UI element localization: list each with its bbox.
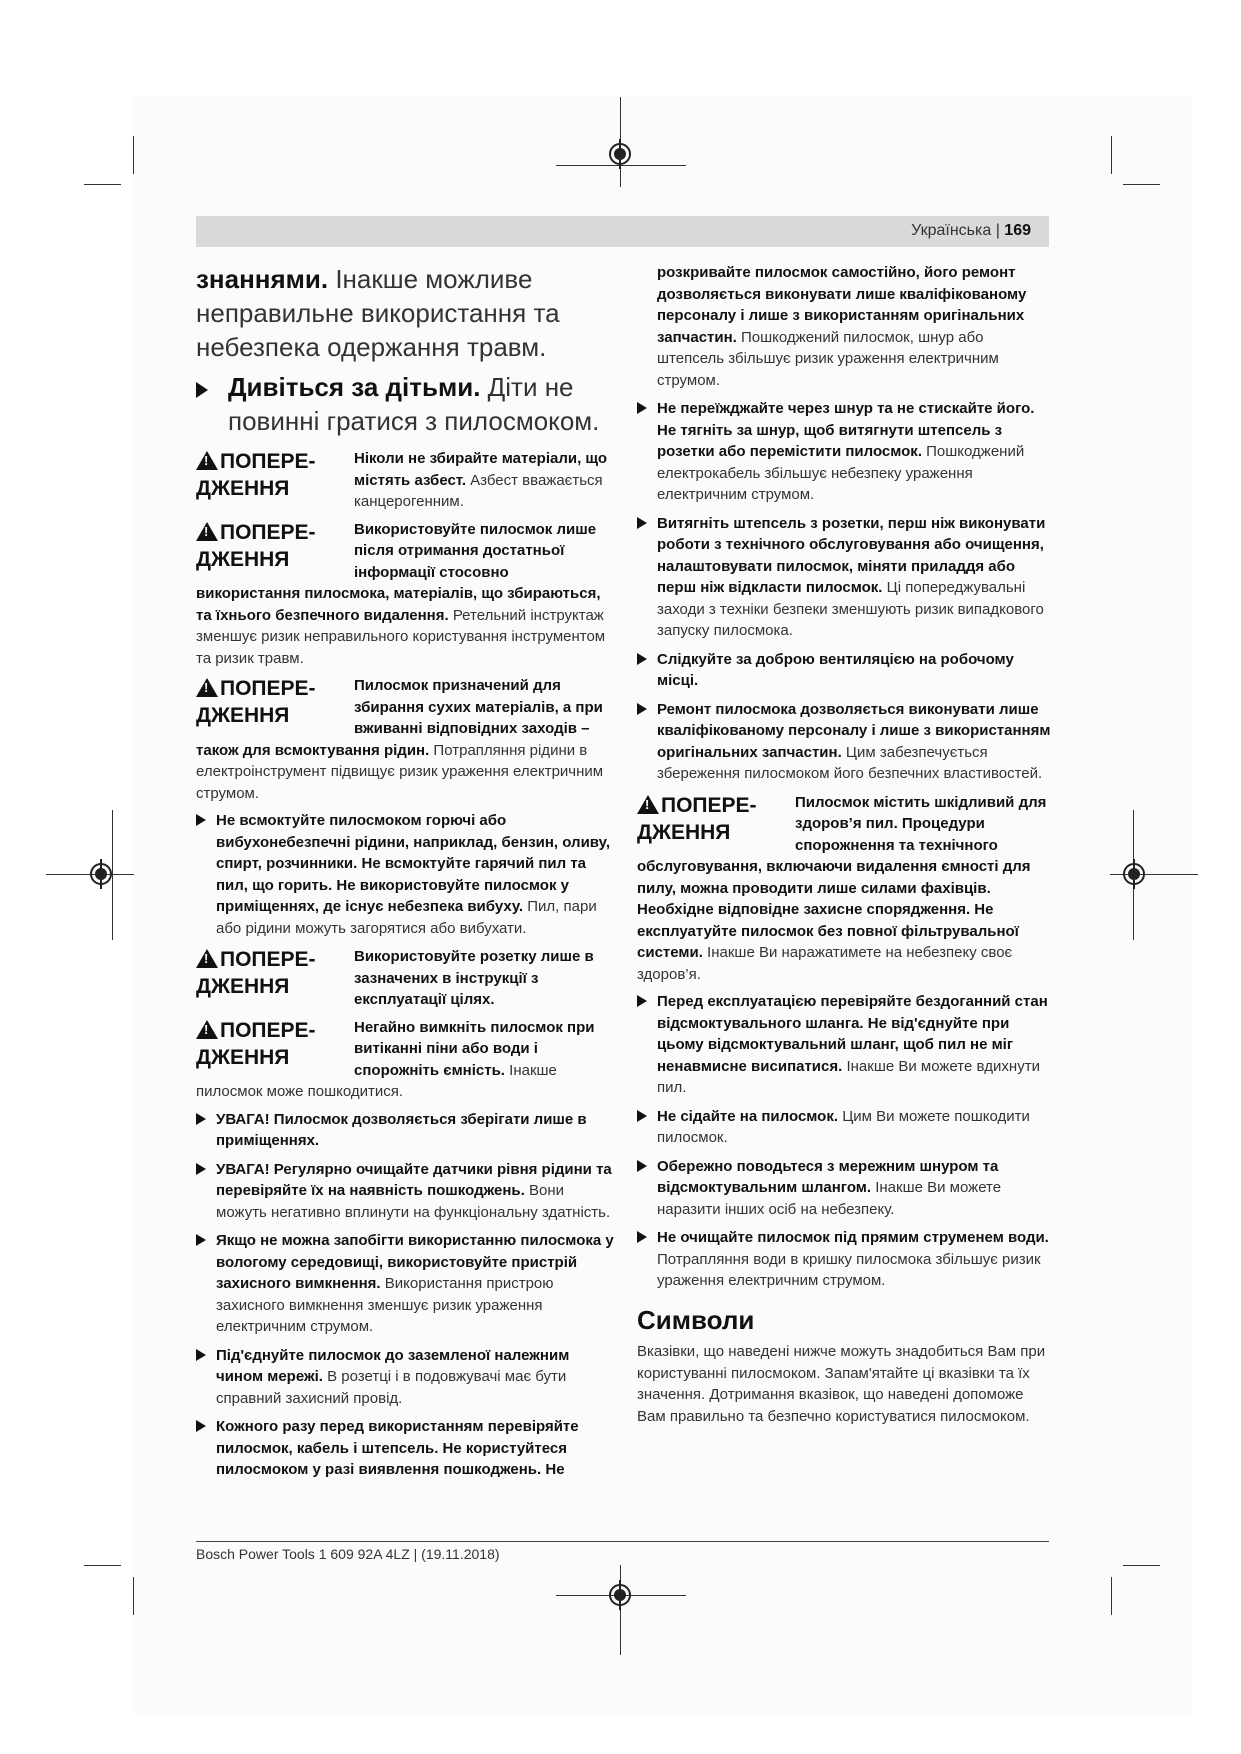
language-label: Українська [911, 222, 992, 239]
header-text [911, 222, 1031, 240]
crop-mark [1111, 136, 1112, 174]
registration-mark-icon [609, 1584, 631, 1606]
arrow-bullet-icon [637, 1160, 647, 1172]
warning-label: !ПОПЕРЕ-ДЖЕННЯ [637, 792, 795, 846]
arrow-bullet-icon [196, 1163, 206, 1175]
left-column [196, 262, 616, 1488]
list-item: Під'єднуйте пилосмок до заземленої належним чином мережі. В розетці і в подовжувачі має бути справний захисний провід. [196, 1345, 616, 1410]
warning-triangle-icon [196, 451, 218, 470]
arrow-bullet-icon [196, 382, 208, 398]
crop-mark [84, 1565, 121, 1566]
right-column [637, 262, 1052, 1427]
page-header [196, 216, 1049, 247]
crop-mark [84, 184, 121, 185]
list-item: Не сідайте на пилосмок. Цим Ви можете пошкодити пилосмок. [637, 1106, 1052, 1149]
warning-label: !ПОПЕРЕ-ДЖЕННЯ [196, 946, 354, 1000]
arrow-bullet-icon [637, 995, 647, 1007]
arrow-bullet-icon [196, 1113, 206, 1125]
arrow-bullet-icon [637, 517, 647, 529]
arrow-bullet-icon [196, 814, 206, 826]
list-item: Дивіться за дітьми. Діти не повинні гратися з пилосмоком. [196, 370, 616, 438]
warning-triangle-icon [196, 522, 218, 541]
arrow-bullet-icon [637, 1231, 647, 1243]
registration-mark-icon [609, 143, 631, 165]
list-item: Перед експлуатацією перевіряйте бездоганний стан відсмоктувального шланга. Не від'єднуйте при цьому відсмоктувальний шланг, щоб пил не міг ненавмисне висипатися. Інакше Ви можете вдихнути пил. [637, 991, 1052, 1099]
warning-block: !ПОПЕРЕ-ДЖЕННЯ Негайно вимкніть пилосмок при витіканні піни або води і спорожніть ємність. Інакше пилосмок може пошкодитися. [196, 1017, 616, 1103]
list-item: УВАГА! Пилосмок дозволяється зберігати лише в приміщеннях. [196, 1109, 616, 1152]
crop-mark [1123, 184, 1160, 185]
arrow-bullet-icon [196, 1234, 206, 1246]
list-item: Якщо не можна запобігти використанню пилосмока у вологому середовищі, використовуйте пристрій захисного вимкнення. Використання пристрою захисного вимкнення зменшує ризик ураження електричним струмом. [196, 1230, 616, 1338]
list-item: Слідкуйте за доброю вентиляцією на робочому місці. [637, 649, 1052, 692]
list-item: Обережно поводьтеся з мережним шнуром та відсмоктувальним шлангом. Інакше Ви можете наразити інших осіб на небезпеку. [637, 1156, 1052, 1221]
list-item: Не очищайте пилосмок під прямим струменем води. Потрапляння води в кришку пилосмока збільшує ризик ураження електричним струмом. [637, 1227, 1052, 1292]
footer-divider [196, 1541, 1049, 1542]
crop-mark [133, 1577, 134, 1615]
warning-block: !ПОПЕРЕ-ДЖЕННЯ Пилосмок призначений для збирання сухих матеріалів, а при вживанні відповідних заходів – також для всмоктування рідин. Потрапляння рідини в електроінструмент підвищує ризик ураження електричним струмом. [196, 675, 616, 804]
arrow-bullet-icon [637, 402, 647, 414]
warning-block: !ПОПЕРЕ-ДЖЕННЯ Використовуйте розетку лише в зазначених в інструкції з експлуатації цілях. [196, 946, 616, 1011]
list-item: Ремонт пилосмока дозволяється виконувати лише кваліфікованому персоналу і лише з використанням оригінальних запчастин. Цим забезпечується збереження пилосмоком його безпечних властивостей. [637, 699, 1052, 785]
arrow-bullet-icon [637, 653, 647, 665]
warning-label: !ПОПЕРЕ-ДЖЕННЯ [196, 675, 354, 729]
warning-block: !ПОПЕРЕ-ДЖЕННЯ Ніколи не збирайте матеріали, що містять азбест. Азбест вважається канцерогенним. [196, 448, 616, 513]
list-item: УВАГА! Регулярно очищайте датчики рівня рідини та перевіряйте їх на наявність пошкоджень. Вони можуть негативно вплинути на функціональну здатність. [196, 1159, 616, 1224]
arrow-bullet-icon [637, 703, 647, 715]
registration-mark-icon [1123, 863, 1145, 885]
warning-triangle-icon [196, 1020, 218, 1039]
arrow-bullet-icon [637, 1110, 647, 1122]
crop-mark [133, 136, 134, 174]
registration-line [556, 165, 686, 166]
list-item: Не всмоктуйте пилосмоком горючі або вибухонебезпечні рідини, наприклад, бензин, оливу, спирт, розчинники. Не всмоктуйте гарячий пил та пил, що горить. Не використовуйте пилосмок у приміщеннях, де існує небезпека вибуху. Пил, пари або рідини можуть загорятися або вибухати. [196, 810, 616, 939]
section-heading: Символи [637, 1304, 755, 1335]
registration-line [112, 810, 113, 940]
intro-paragraph: знаннями. Інакше можливе неправильне використання та небезпека одержання травм. [196, 264, 560, 362]
list-item: Кожного разу перед використанням перевіряйте пилосмок, кабель і штепсель. Не користуйтеся пилосмоком у разі виявлення пошкоджень. Не [196, 1416, 616, 1481]
warning-block: !ПОПЕРЕ-ДЖЕННЯ Використовуйте пилосмок лише після отримання достатньої інформації стосовно використання пилосмока, матеріалів, що збираються, та їхнього безпечного видалення. Ретельний інструктаж зменшує ризик неправильного користування інструментом та ризик травм. [196, 519, 616, 670]
warning-triangle-icon [196, 678, 218, 697]
warning-label: !ПОПЕРЕ-ДЖЕННЯ [196, 519, 354, 573]
registration-line [620, 1565, 621, 1655]
warning-block: !ПОПЕРЕ-ДЖЕННЯ Пилосмок містить шкідливий для здоров’я пил. Процедури спорожнення та технічного обслуговування, включаючи видалення ємності для пилу, можна проводити лише силами фахівців. Необхідне відповідне захисне спорядження. Не експлуатуйте пилосмок без повної фільтрувальної системи. Інакше Ви наражатимете на небезпеку своє здоров’я. [637, 792, 1052, 986]
warning-label: !ПОПЕРЕ-ДЖЕННЯ [196, 1017, 354, 1071]
page-number: 169 [1004, 222, 1031, 239]
warning-triangle-icon [196, 949, 218, 968]
list-item: Не переїжджайте через шнур та не стискайте його. Не тягніть за шнур, щоб витягнути штепсель з розетки або перемістити пилосмок. Пошкоджений електрокабель збільшує небезпеку ураження електричним струмом. [637, 398, 1052, 506]
registration-mark-icon [90, 863, 112, 885]
warning-triangle-icon [637, 795, 659, 814]
warning-label: !ПОПЕРЕ-ДЖЕННЯ [196, 448, 354, 502]
header-separator: | [995, 222, 1000, 239]
list-item-continued: розкривайте пилосмок самостійно, його ремонт дозволяється виконувати лише кваліфікованому персоналу і лише з використанням оригінальних запчастин. Пошкоджений пилосмок, шнур або штепсель збільшує ризик ураження електричним струмом. [657, 264, 1027, 389]
arrow-bullet-icon [196, 1420, 206, 1432]
list-item: Витягніть штепсель з розетки, перш ніж виконувати роботи з технічного обслуговування або очищення, налаштовувати пилосмок, міняти приладдя або перш ніж відкласти пилосмок. Ці попереджувальні заходи з техніки безпеки зменшують ризик випадкового запуску пилосмока. [637, 513, 1052, 642]
arrow-bullet-icon [196, 1349, 206, 1361]
crop-mark [1111, 1577, 1112, 1615]
section-paragraph: Вказівки, що наведені нижче можуть знадобиться Вам при користуванні пилосмоком. Запам'ятайте ці вказівки та їх значення. Дотримання вказівок, що наведені допоможе Вам правильно та безпечно користуватися пилосмоком. [637, 1343, 1046, 1425]
page-footer: Bosch Power Tools 1 609 92A 4LZ | (19.11.2018) [196, 1546, 500, 1562]
crop-mark [1123, 1565, 1160, 1566]
